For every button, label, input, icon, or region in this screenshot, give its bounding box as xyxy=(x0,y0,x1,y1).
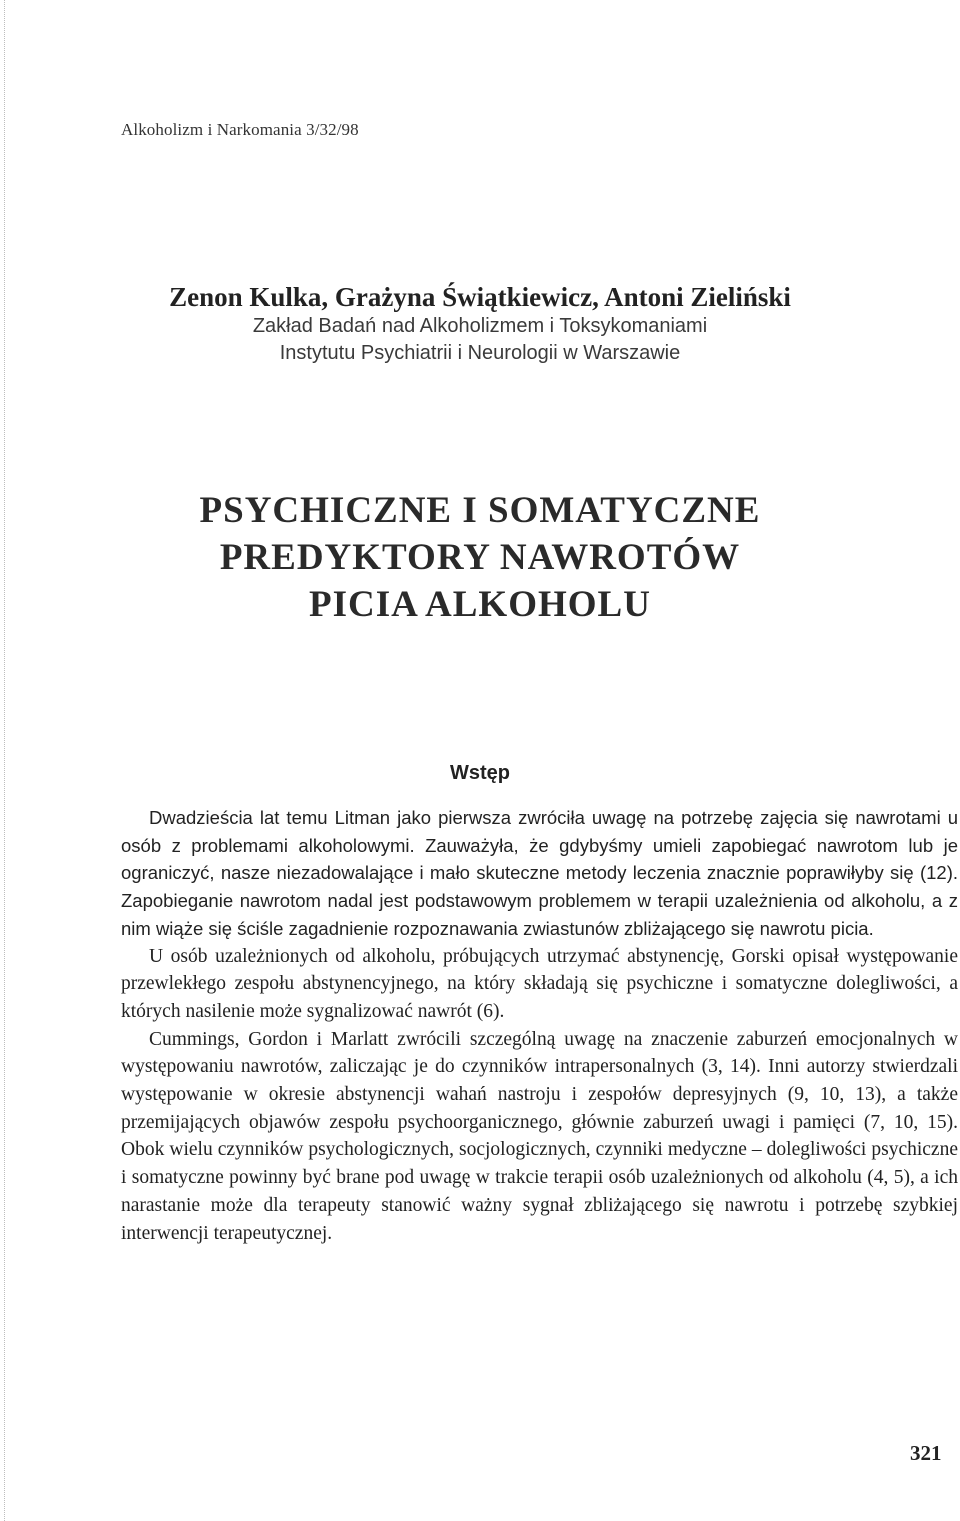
affiliation-line-1: Zakład Badań nad Alkoholizmem i Toksykomaniami xyxy=(252,315,708,337)
affiliation-line-2: Instytutu Psychiatrii i Neurologii w Warszawie xyxy=(279,342,681,364)
section-heading: Wstęp xyxy=(450,762,510,784)
title-line-3: PICIA ALKOHOLU xyxy=(309,584,651,625)
article-title xyxy=(0,487,960,628)
paragraph-2: U osób uzależnionych od alkoholu, próbujących utrzymać abstynencję, Gorski opisał występowanie przewlekłego zespołu abstynencyjnego, na który składają się psychiczne i somatyczne dolegliwości, a których nasilenie może sygnalizować nawrót (6). xyxy=(121,945,958,1022)
paragraph-3: Cummings, Gordon i Marlatt zwrócili szczególną uwagę na znaczenie zaburzeń emocjonalnych w występowaniu nawrotów, zaliczając je do czynników intrapersonalnych (3, 14). Inni autorzy stwierdzali występowanie w okresie abstynencji wahań nastroju i zespołów depresyjnych (9, 10, 13), a także przemijających objawów zespołu psychoorganicznego, głównie zaburzeń uwagi i pamięci (7, 10, 15). Obok wielu czynników psychologicznych, socjologicznych, czynniki medyczne – dolegliwości psychiczne i somatyczne powinny być brane pod uwagę w trakcie terapii osób uzależnionych od alkoholu (4, 5), a ich narastanie może dla terapeuty stanowić ważny sygnał zbliżającego się nawrotu i potrzebę szybkiej interwencji terapeutycznej. xyxy=(121,1028,958,1244)
title-line-2: PREDYKTORY NAWROTÓW xyxy=(219,537,741,578)
scan-edge-border xyxy=(4,0,5,1521)
paragraph-1: Dwadzieścia lat temu Litman jako pierwsza zwróciła uwagę na potrzebę zajęcia się nawrotami u osób z problemami alkoholowymi. Zauważyła, że gdybyśmy umieli zapobiegać nawrotom lub je ograniczyć, nasze niezadowalające i mało skuteczne metody leczenia znacznie poprawiłyby się (12). Zapobieganie nawrotom nadal jest podstawowym problemem w terapii uzależnienia od alkoholu, a z nim wiąże się ściśle zagadnienie rozpoznawania zwiastunów zbliżającego się nawrotu picia. xyxy=(121,807,958,939)
body-text xyxy=(121,804,958,1247)
page-number: 321 xyxy=(910,1441,942,1465)
author-block xyxy=(0,281,960,367)
journal-header: Alkoholizm i Narkomania 3/32/98 xyxy=(121,120,359,139)
title-line-1: PSYCHICZNE I SOMATYCZNE xyxy=(199,490,761,531)
author-names: Zenon Kulka, Grażyna Świątkiewicz, Antoni Zieliński xyxy=(169,282,791,312)
